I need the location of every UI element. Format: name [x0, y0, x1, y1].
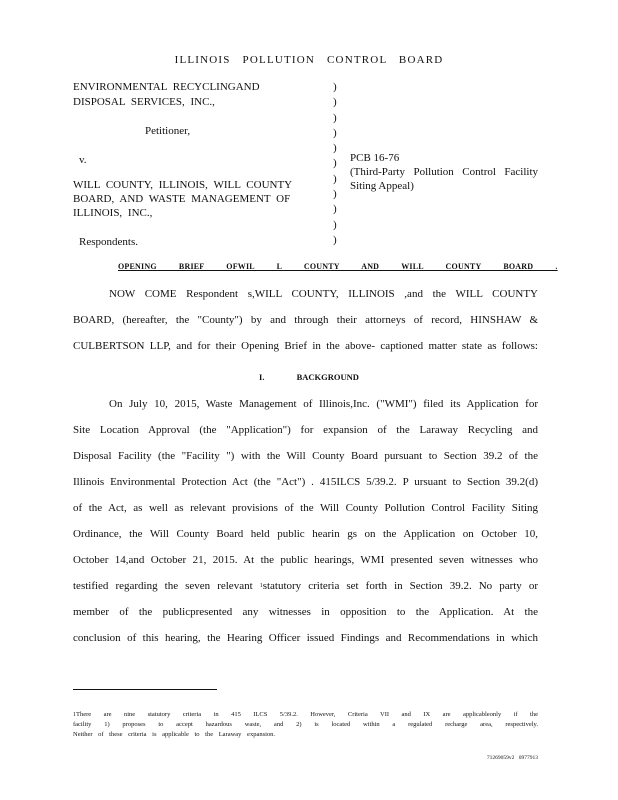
intro-line-1-text: NOW COME Respondent s,WILL COUNTY, ILLINOIS ,and the WILL COUNTY — [109, 288, 538, 300]
background-line-9: member of the publicpresented any witnesses in opposition to the Application. At the — [73, 606, 538, 618]
respondent-name-line-2: BOARD, AND WASTE MANAGEMENT OF — [73, 193, 291, 205]
background-line-3: Disposal Facility (the "Facility ") with the Will County Board pursuant to Section 39.2 of the — [73, 450, 538, 462]
versus: v. — [79, 154, 87, 166]
footnote-line-1-text: There are nine statutory criteria in 415 ILCS 5/39.2. However, Criteria VII and IX are applicableonly if the — [76, 711, 538, 718]
paren-mark: ) — [333, 218, 337, 231]
section-heading: I. BACKGROUND — [259, 372, 359, 382]
petitioner-name-line-1: ENVIRONMENTAL RECYCLINGAND — [73, 81, 260, 93]
background-line-8-pre: testified regarding the seven relevant — [73, 580, 253, 592]
case-number: PCB 16-76 — [350, 152, 400, 164]
brief-heading: OPENING BRIEF OFWIL L COUNTY AND WILL COUNTY BOARD . — [118, 262, 558, 271]
paren-mark: ) — [333, 172, 337, 185]
footnote-reference[interactable]: 1 — [259, 583, 263, 589]
paren-mark: ) — [333, 203, 337, 216]
paren-mark: ) — [333, 188, 337, 201]
petitioner-name-line-2: DISPOSAL SERVICES, INC., — [73, 96, 215, 108]
court-title: ILLINOIS POLLUTION CONTROL BOARD — [174, 54, 444, 66]
background-line-8-post: statutory criteria set forth in Section 39.2. No party or — [262, 580, 539, 592]
footnote-separator — [73, 689, 217, 690]
background-line-1-text: On July 10, 2015, Waste Management of Illinois,Inc. ("WMI") filed its Application for — [109, 398, 538, 410]
background-line-8 — [73, 574, 538, 600]
footnote-line-1 — [73, 710, 538, 720]
footnote-marker: 1 — [73, 712, 76, 718]
background-line-6: Ordinance, the Will County Board held public hearin gs on the Application on October 10, — [73, 528, 538, 540]
respondent-name-line-3: ILLINOIS, INC., — [73, 207, 153, 219]
intro-line-3: CULBERTSON LLP, and for their Opening Brief in the above- captioned matter state as follows: — [73, 340, 538, 352]
background-line-10: conclusion of this hearing, the Hearing Officer issued Findings and Recommendations in which — [73, 632, 538, 644]
petitioner-role: Petitioner, — [145, 125, 191, 137]
paren-mark: ) — [333, 111, 337, 124]
case-type: (Third-Party Pollution Control Facility Siting Appeal) — [350, 166, 538, 192]
paren-mark: ) — [333, 126, 337, 139]
background-line-4: Illinois Environmental Protection Act (the "Act") . 415ILCS 5/39.2. P ursuant to Section 39.2(d) — [73, 476, 538, 488]
paren-mark: ) — [333, 233, 337, 246]
background-line-7: October 14,and October 21, 2015. At the public hearings, WMI presented seven witnesses who — [73, 554, 538, 566]
intro-line-2: BOARD, (hereafter, the "County") by and through their attorneys of record, HINSHAW & — [73, 314, 538, 326]
case-info — [350, 151, 538, 193]
caption-divider — [333, 80, 343, 248]
respondent-name-line-1: WILL COUNTY, ILLINOIS, WILL COUNTY — [73, 179, 293, 191]
footnote — [73, 710, 538, 740]
paren-mark: ) — [333, 81, 337, 93]
document-id: 71269059v2 0977913 — [486, 755, 538, 761]
paren-mark: ) — [333, 157, 337, 170]
footnote-line-3: Neither of these criteria is applicable to the Laraway expansion. — [73, 731, 276, 738]
paren-mark: ) — [333, 142, 337, 155]
paren-mark: ) — [333, 96, 337, 109]
background-line-1 — [73, 392, 538, 418]
intro-line-1 — [73, 282, 538, 308]
background-line-5: of the Act, as well as relevant provisions of the Will County Pollution Control Facility Siting — [73, 502, 538, 514]
footnote-line-2: facility 1) proposes to accept hazardous waste, and 2) is located within a regulated recharge area, respectively. — [73, 721, 538, 728]
respondent-role: Respondents. — [79, 236, 138, 248]
background-line-2: Site Location Approval (the "Application") for expansion of the Laraway Recycling and — [73, 424, 538, 436]
